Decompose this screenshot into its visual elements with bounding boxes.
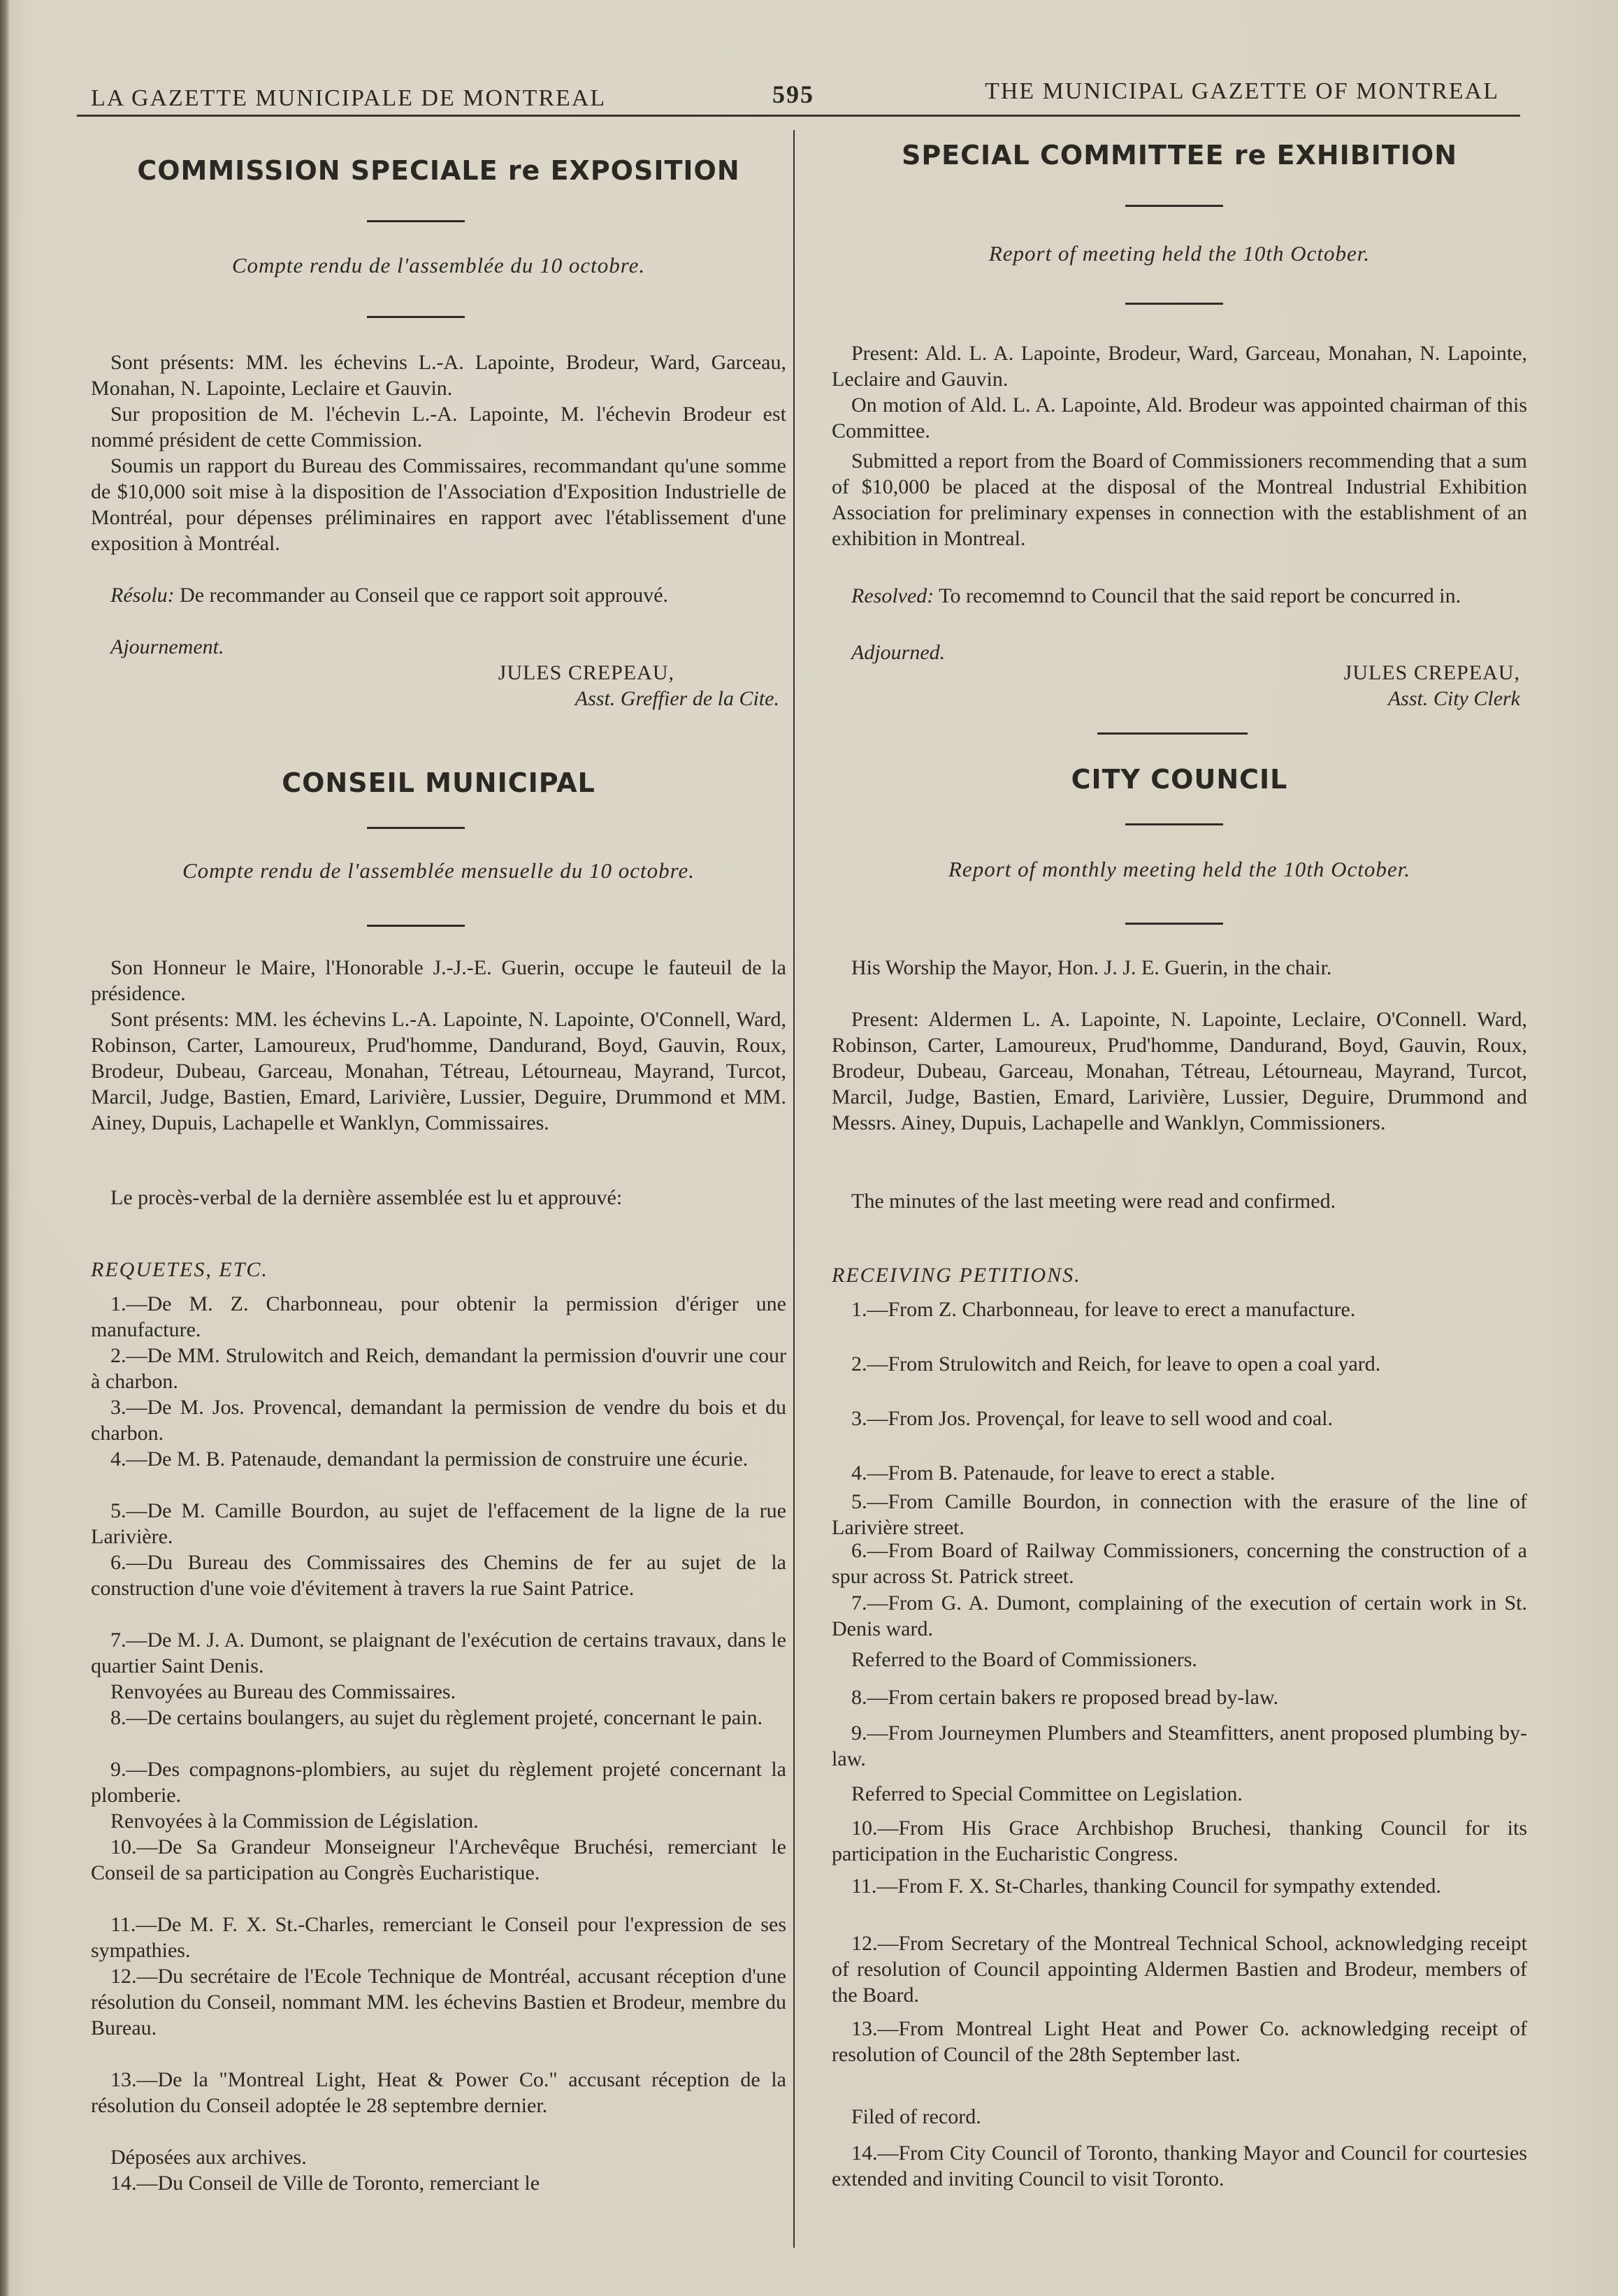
header-title-french: LA GAZETTE MUNICIPALE DE MONTREAL	[91, 85, 607, 111]
petition-item: 2.—From Strulowitch and Reich, for leave to open a coal yard.	[851, 1352, 1381, 1376]
conseil-present: Sont présents: MM. les échevins L.-A. Lapointe, N. Lapointe, O'Connell, Ward, Robinson, Carter, Lamoureux, Prud'homme, Dandurand, Boyd, Gauvin, Roux, Brodeur, Dubeau, Garceau, Monahan, Tétreau, Létourneau, Mayrand, Turcot, Marcil, Judge, Bastien, Emard, Larivière, Lussier, Deguire, Drummond et MM. Ainey, Dupuis, Lachapelle et Wanklyn, Commissaires.	[91, 1008, 786, 1134]
council-minutes: The minutes of the last meeting were read and confirmed.	[851, 1190, 1336, 1213]
signature-title: Asst. Greffier de la Cite.	[575, 687, 779, 710]
header-title-english: THE MUNICIPAL GAZETTE OF MONTREAL	[985, 78, 1499, 104]
petition-item: 12.—From Secretary of the Montreal Technical School, acknowledging receipt of resolution of Council appointing Aldermen Bastien and Brodeur, members of the Board.	[832, 1932, 1527, 2007]
council-heading: CITY COUNCIL	[1071, 764, 1288, 795]
petition-item: 8.—From certain bakers re proposed bread by-law.	[851, 1686, 1279, 1709]
referral-note: Renvoyées à la Commission de Législation.	[110, 1810, 479, 1833]
section-rule	[367, 925, 465, 927]
conseil-mayor: Son Honneur le Maire, l'Honorable J.-J.-E. Guerin, occupe le fauteuil de la présidence.	[91, 956, 786, 1005]
section-rule	[1125, 823, 1223, 825]
exhibition-resolution	[832, 583, 1527, 609]
petition-item: 10.—From His Grace Archbishop Bruchesi, thanking Council for its participation in the Eucharistic Congress.	[832, 1817, 1527, 1865]
council-present: Present: Aldermen L. A. Lapointe, N. Lapointe, Leclaire, O'Connell. Ward, Robinson, Carter, Lamoureux, Prud'homme, Dandurand, Boyd, Gauvin, Roux, Brodeur, Dubeau, Garceau, Monahan, Tétreau, Létourneau, Mayrand, Turcot, Marcil, Judge, Bastien, Emard, Larivière, Lussier, Deguire, Drummond and Messrs. Ainey, Dupuis, Lachapelle and Wanklyn, Commissioners.	[832, 1008, 1527, 1134]
exposition-resolution	[91, 582, 786, 608]
section-rule	[1097, 732, 1248, 735]
petition-item: 3.—De M. Jos. Provencal, demandant la permission de vendre du bois et du charbon.	[91, 1396, 786, 1445]
referral-note: Déposées aux archives.	[110, 2146, 307, 2169]
petition-item: 8.—De certains boulangers, au sujet du règlement projeté, concernant le pain.	[110, 1706, 763, 1729]
petition-item: 9.—From Journeymen Plumbers and Steamfitters, anent proposed plumbing by-law.	[832, 1721, 1527, 1770]
conseil-minutes: Le procès-verbal de la dernière assemblée est lu et approuvé:	[110, 1186, 623, 1209]
resolution-text: To recomemnd to Council that the said report be concurred in.	[939, 584, 1461, 607]
petition-item: 7.—From G. A. Dumont, complaining of the execution of certain work in St. Denis ward.	[832, 1591, 1527, 1640]
signature-name: JULES CREPEAU,	[1343, 661, 1520, 684]
exposition-present: Sont présents: MM. les échevins L.-A. Lapointe, Brodeur, Ward, Garceau, Monahan, N. Lapointe, Leclaire et Gauvin.	[91, 351, 786, 400]
section-rule	[1125, 923, 1223, 925]
resolution-label: Résolu:	[110, 584, 175, 607]
petition-item: 9.—Des compagnons-plombiers, au sujet du règlement projeté concernant la plomberie.	[91, 1758, 786, 1807]
section-rule	[367, 316, 465, 318]
page-binding-edge	[0, 0, 10, 2296]
exposition-signature	[498, 660, 779, 712]
exposition-adjourn: Ajournement.	[110, 635, 224, 658]
signature-name: JULES CREPEAU,	[498, 661, 674, 684]
council-subtitle: Report of monthly meeting held the 10th October.	[948, 857, 1410, 881]
exposition-motion: Sur proposition de M. l'échevin L.-A. Lapointe, M. l'échevin Brodeur est nommé président de cette Commission.	[91, 403, 786, 452]
exhibition-subtitle: Report of meeting held the 10th October.	[988, 241, 1371, 266]
resolution-label: Resolved:	[851, 584, 934, 607]
receiving-petitions-label: RECEIVING PETITIONS.	[832, 1264, 1081, 1287]
petition-item: 5.—De M. Camille Bourdon, au sujet de l'effacement de la ligne de la rue Larivière.	[91, 1499, 786, 1548]
exhibition-present: Present: Ald. L. A. Lapointe, Brodeur, Ward, Garceau, Monahan, N. Lapointe, Leclaire and Gauvin.	[832, 342, 1527, 391]
exposition-heading: COMMISSION SPECIALE re EXPOSITION	[137, 155, 740, 186]
conseil-subtitle: Compte rendu de l'assemblée mensuelle du 10 octobre.	[182, 858, 695, 883]
resolution-text: De recommander au Conseil que ce rapport soit approuvé.	[180, 584, 669, 607]
referral-note: Referred to Special Committee on Legislation.	[851, 1782, 1243, 1805]
section-rule	[1125, 303, 1223, 305]
petition-item: 10.—De Sa Grandeur Monseigneur l'Archevêque Bruchési, remerciant le Conseil de sa participation au Congrès Eucharistique.	[91, 1835, 786, 1884]
petition-item: 1.—De M. Z. Charbonneau, pour obtenir la permission d'ériger une manufacture.	[91, 1292, 786, 1341]
petition-item: 14.—Du Conseil de Ville de Toronto, remerciant le	[110, 2172, 540, 2195]
petition-item: 5.—From Camille Bourdon, in connection with the erasure of the line of Larivière street.	[832, 1490, 1527, 1539]
petition-item: 13.—From Montreal Light Heat and Power Co. acknowledging receipt of resolution of Council of the 28th September last.	[832, 2017, 1527, 2066]
petition-item: 4.—De M. B. Patenaude, demandant la permission de construire une écurie.	[110, 1447, 749, 1471]
exhibition-signature	[1344, 660, 1520, 712]
section-rule	[1125, 205, 1223, 207]
petition-item: 11.—From F. X. St-Charles, thanking Council for sympathy extended.	[851, 1875, 1441, 1898]
exposition-subtitle: Compte rendu de l'assemblée du 10 octobre.	[231, 253, 646, 277]
section-rule	[367, 220, 465, 222]
petition-item: 14.—From City Council of Toronto, thanking Mayor and Council for courtesies extended and inviting Council to visit Toronto.	[832, 2142, 1527, 2190]
referral-note: Renvoyées au Bureau des Commissaires.	[110, 1680, 456, 1703]
council-mayor: His Worship the Mayor, Hon. J. J. E. Guerin, in the chair.	[851, 956, 1332, 979]
exposition-report: Soumis un rapport du Bureau des Commissaires, recommandant qu'une somme de $10,000 soit mise à la disposition de l'Association d'Exposition Industrielle de Montréal, pour dépenses préliminaires en rapport avec l'établissement d'une exposition à Montréal.	[91, 454, 786, 555]
exhibition-heading: SPECIAL COMMITTEE re EXHIBITION	[901, 140, 1458, 171]
petition-item: 12.—Du secrétaire de l'Ecole Technique de Montréal, accusant réception d'une résolution du Conseil, nommant MM. les échevins Bastien et Brodeur, membre du Bureau.	[91, 1965, 786, 2039]
petition-item: 7.—De M. J. A. Dumont, se plaignant de l'exécution de certains travaux, dans le quartier Saint Denis.	[91, 1629, 786, 1677]
header-rule	[77, 115, 1520, 117]
petition-item: 6.—From Board of Railway Commissioners, concerning the construction of a spur across St. Patrick street.	[832, 1539, 1527, 1588]
section-rule	[367, 827, 465, 829]
page-header	[84, 78, 1517, 120]
referral-note: Referred to the Board of Commissioners.	[851, 1648, 1197, 1671]
exhibition-motion: On motion of Ald. L. A. Lapointe, Ald. Brodeur was appointed chairman of this Committee.	[832, 394, 1527, 442]
signature-title: Asst. City Clerk	[1387, 687, 1520, 710]
exhibition-report: Submitted a report from the Board of Commissioners recommending that a sum of $10,000 be placed at the disposal of the Montreal Industrial Exhibition Association for preliminary expenses in connection with the establishment of an exhibition in Montreal.	[832, 449, 1527, 550]
column-divider	[793, 130, 795, 2248]
petition-item: 4.—From B. Patenaude, for leave to erect a stable.	[851, 1461, 1276, 1485]
conseil-heading: CONSEIL MUNICIPAL	[282, 767, 595, 798]
page-number: 595	[772, 80, 814, 108]
petition-item: 13.—De la "Montreal Light, Heat & Power Co." accusant réception de la résolution du Conseil adoptée le 28 septembre dernier.	[91, 2068, 786, 2117]
exhibition-adjourn: Adjourned.	[851, 641, 946, 664]
requetes-label: REQUETES, ETC.	[91, 1258, 268, 1281]
petition-item: 11.—De M. F. X. St.-Charles, remerciant le Conseil pour l'expression de ses sympathies.	[91, 1913, 786, 1962]
referral-note: Filed of record.	[851, 2105, 981, 2128]
petition-item: 6.—Du Bureau des Commissaires des Chemins de fer au sujet de la construction d'une voie d'évitement à travers la rue Saint Patrice.	[91, 1551, 786, 1600]
petition-item: 3.—From Jos. Provençal, for leave to sell wood and coal.	[851, 1407, 1334, 1430]
petition-item: 2.—De MM. Strulowitch and Reich, demandant la permission d'ouvrir une cour à charbon.	[91, 1344, 786, 1393]
petition-item: 1.—From Z. Charbonneau, for leave to erect a manufacture.	[851, 1298, 1356, 1321]
